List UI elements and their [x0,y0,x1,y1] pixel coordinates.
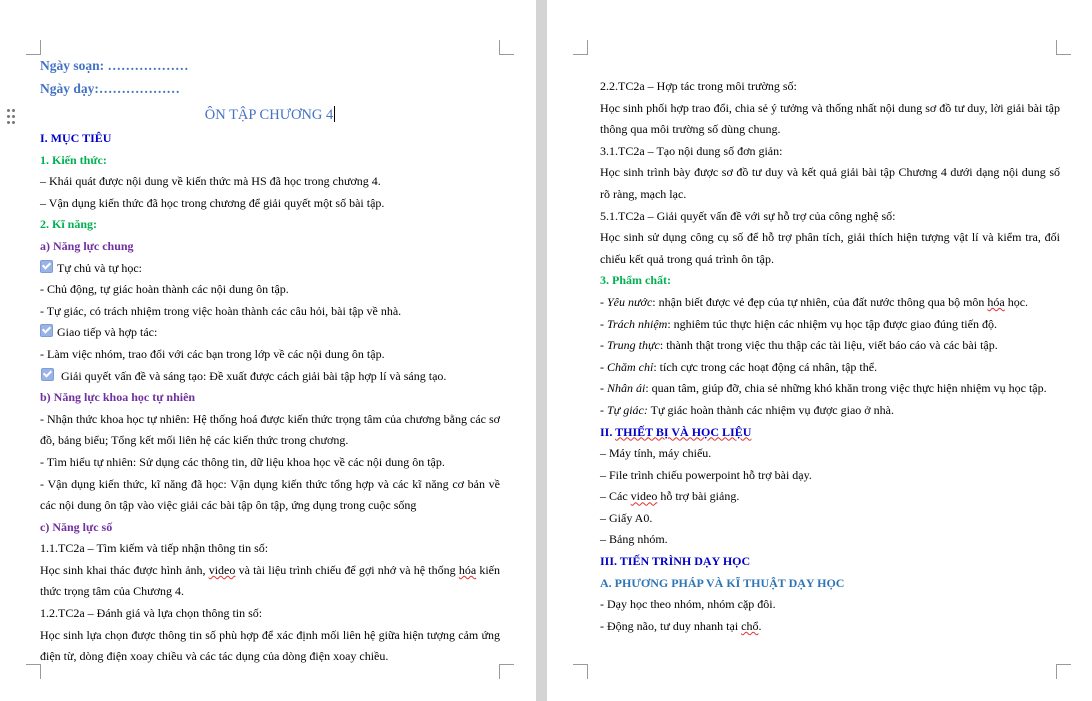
paragraph: Học sinh sử dụng công cụ số để hỗ trợ phân tích, giải thích hiện tượng vật lí và kiểm tra, đối chiếu kết quả trong quá trình ôn tập. [600,230,1060,266]
checkbox-checked-icon [40,324,53,337]
paragraph: - Vận dụng kiến thức, kĩ năng đã học: Vận dụng kiến thức tổng hợp và các kĩ năng cơ bản về các nội dung ôn tập vào việc giải các bài tập ôn tập, ứng dụng trong cuộc sống [40,476,500,513]
page-gap [536,0,547,701]
digital-competence-heading: c) Năng lực số [40,519,113,534]
crop-mark [1056,664,1071,679]
crop-mark [573,664,588,679]
method-heading: A. PHƯƠNG PHÁP VÀ KĨ THUẬT DẠY HỌC [600,575,845,590]
crop-mark [1056,40,1071,55]
quality-item: - Tự giác: Tự giác hoàn thành các nhiệm vụ được giao ở nhà. [600,402,894,417]
quality-item: - Trung thực: thành thật trong việc thu thập các tài liệu, viết báo cáo và các bài tập. [600,338,998,353]
knowledge-heading: 1. Kiến thức: [40,152,107,167]
crop-mark [499,664,514,679]
process-heading: III. TIẾN TRÌNH DẠY HỌC [600,554,751,569]
equipment-item: – File trình chiếu powerpoint hỗ trợ bài dạy. [600,467,812,482]
quality-item: - Yêu nước: nhận biết được vẻ đẹp của tự nhiên, của đất nước thông qua bộ môn hóa học. [600,294,1029,309]
text-cursor [334,106,335,122]
equipment-item: – Giấy A0. [600,510,653,525]
method-item: - Động não, tư duy nhanh tại chổ. [600,618,762,633]
quality-item: - Chăm chỉ: tích cực trong các hoạt động cá nhân, tập thể. [600,359,878,374]
list-item: - Làm việc nhóm, trao đổi với các bạn trong lớp về các nội dung ôn tập. [40,346,385,361]
knowledge-item: – Vận dụng kiến thức đã học trong chương để giải quyết một số bài tập. [40,195,385,210]
equipment-heading: II. THIẾT BỊ VÀ HỌC LIỆU [600,424,752,439]
science-competence-heading: b) Năng lực khoa học tự nhiên [40,390,196,405]
quality-item: - Trách nhiệm: nghiêm túc thực hiện các nhiệm vụ học tập được giao đúng tiến độ. [600,316,997,331]
method-item: - Dạy học theo nhóm, nhóm cặp đôi. [600,597,776,612]
problem-solving-item: Giải quyết vấn đề và sáng tạo: Đề xuất được cách giải bài tập hợp lí và sáng tạo. [40,366,500,388]
paragraph: - Nhận thức khoa học tự nhiên: Hệ thống hoá được kiến thức trọng tâm của chương bằng các sơ đồ, bảng biểu; Tổng kết mối liên hệ các kiến thức trong chương. [40,411,500,448]
right-page-content[interactable] [600,76,1060,637]
checkbox-checked-icon [40,260,53,273]
crop-mark [499,40,514,55]
teach-date: Ngày dạy:……………… [40,81,180,96]
list-item: - Tìm hiểu tự nhiên: Sử dụng các thông tin, dữ liệu khoa học về các nội dung ôn tập. [40,454,445,469]
crop-mark [26,40,41,55]
digital-subheading: 1.2.TC2a – Đánh giá và lựa chọn thông tin số: [40,606,263,621]
list-item: - Tự giác, có trách nhiệm trong việc hoàn thành các câu hỏi, bài tập về nhà. [40,303,402,318]
page-title: ÔN TẬP CHƯƠNG 4 [204,107,334,123]
general-competence-heading: a) Năng lực chung [40,238,134,253]
quality-item: - Nhân ái: quan tâm, giúp đỡ, chia sẻ những khó khăn trong việc thực hiện nhiệm vụ học tập. [600,381,1047,396]
equipment-item: – Các video hỗ trợ bài giảng. [600,489,740,504]
drag-handle-icon[interactable] [7,109,17,125]
left-page-content[interactable] [40,55,500,668]
equipment-item: – Bảng nhóm. [600,532,668,547]
quality-heading: 3. Phẩm chất: [600,273,671,288]
skills-heading: 2. Kĩ năng: [40,217,98,232]
paragraph: Học sinh phối hợp trao đổi, chia sẻ ý tưởng và thống nhất nội dung sơ đồ tư duy, lời giải bài tập thông qua môi trường số dùng chung. [600,100,1060,137]
communication-item: Giao tiếp và hợp tác: [40,322,500,344]
digital-subheading: 2.2.TC2a – Hợp tác trong môi trường số: [600,79,797,93]
digital-subheading: 1.1.TC2a – Tìm kiếm và tiếp nhận thông tin số: [40,541,269,556]
paragraph: Học sinh lựa chọn được thông tin số phù hợp để xác định mối liên hệ giữa hiện tượng cảm ứng điện từ, dòng điện xoay chiều và các tác dụng của dòng điện xoay chiều. [40,627,500,664]
crop-mark [26,664,41,679]
prep-date: Ngày soạn: ……………… [40,58,189,73]
self-control-item: Tự chủ và tự học: [40,258,500,280]
objectives-heading: I. MỤC TIÊU [40,131,112,145]
digital-subheading: 5.1.TC2a – Giải quyết vấn đề với sự hỗ trợ của công nghệ số: [600,208,896,223]
paragraph: Học sinh khai thác được hình ảnh, video và tài liệu trình chiếu để gợi nhớ và hệ thống hóa kiến thức trọng tâm của Chương 4. [40,562,500,599]
equipment-item: – Máy tính, máy chiếu. [600,446,712,461]
checkbox-checked-icon [41,368,54,381]
document-page-right[interactable] [547,0,1092,701]
digital-subheading: 3.1.TC2a – Tạo nội dung số đơn giản: [600,143,783,158]
paragraph: Học sinh trình bày được sơ đồ tư duy và kết quả giải bài tập Chương 4 dưới dạng nội dung số rõ ràng, mạch lạc. [600,165,1060,201]
document-page-left[interactable] [0,0,536,701]
crop-mark [573,40,588,55]
knowledge-item: – Khái quát được nội dung về kiến thức mà HS đã học trong chương 4. [40,174,381,189]
list-item: - Chủ động, tự giác hoàn thành các nội dung ôn tập. [40,282,289,297]
